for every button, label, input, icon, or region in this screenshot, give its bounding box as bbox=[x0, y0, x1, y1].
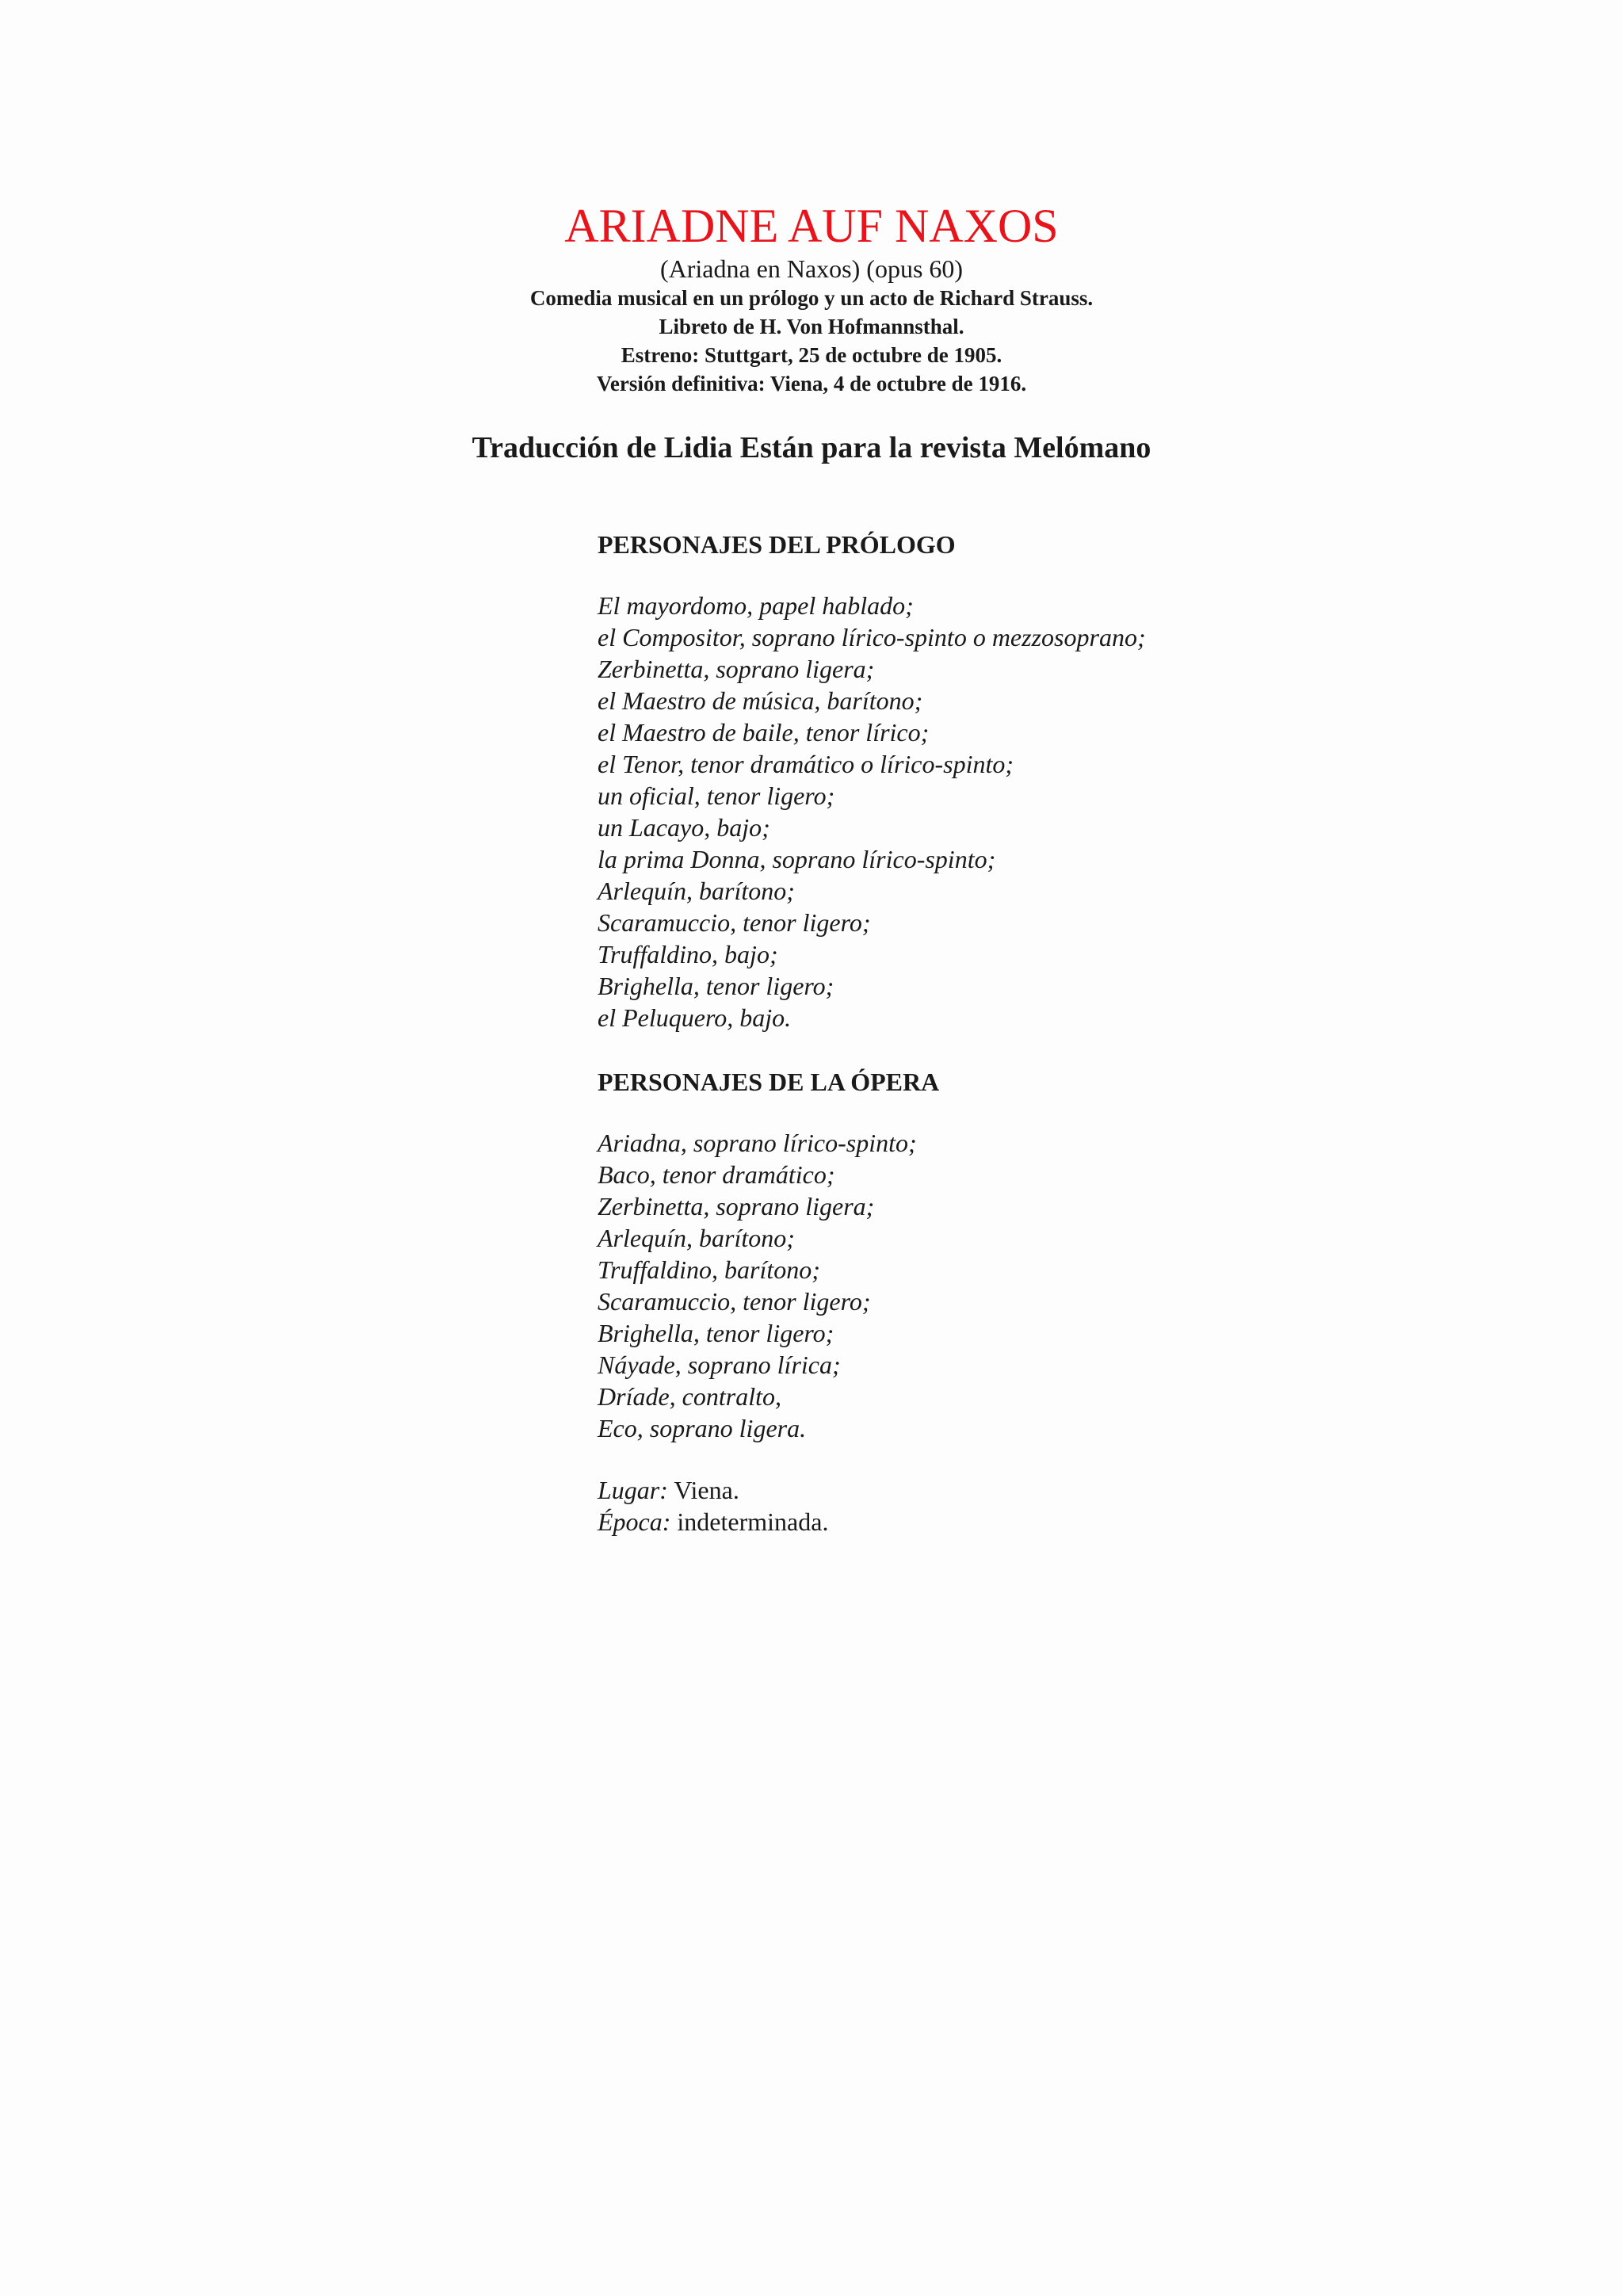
prologue-role-list bbox=[598, 590, 1469, 1033]
definitive-version-line: Versión definitiva: Viena, 4 de octubre de 1916. bbox=[596, 372, 1027, 395]
role-item: Truffaldino, bajo; bbox=[598, 940, 778, 968]
section-spacer bbox=[598, 1033, 1469, 1064]
opera-role-list bbox=[598, 1127, 1469, 1444]
role-item: el Tenor, tenor dramático o lírico-spinto; bbox=[598, 750, 1014, 778]
role-item: Brighella, tenor ligero; bbox=[598, 972, 834, 1000]
role-item: un Lacayo, bajo; bbox=[598, 813, 770, 842]
role-item: Brighella, tenor ligero; bbox=[598, 1319, 834, 1347]
role-item: el Peluquero, bajo. bbox=[598, 1003, 792, 1032]
role-item: la prima Donna, soprano lírico-spinto; bbox=[598, 845, 996, 873]
description-line: Comedia musical en un prólogo y un acto de Richard Strauss. bbox=[529, 286, 1094, 310]
document-header bbox=[0, 198, 1623, 398]
role-item: Ariadna, soprano lírico-spinto; bbox=[598, 1129, 917, 1157]
role-item: El mayordomo, papel hablado; bbox=[598, 591, 914, 620]
place-value: Viena. bbox=[667, 1476, 739, 1504]
role-item: Scaramuccio, tenor ligero; bbox=[598, 908, 871, 937]
role-item: el Maestro de baile, tenor lírico; bbox=[598, 718, 930, 747]
place-label: Lugar: bbox=[598, 1476, 668, 1504]
role-item: Arlequín, barítono; bbox=[598, 1224, 795, 1252]
era-label: Época: bbox=[598, 1507, 671, 1536]
role-item: Eco, soprano ligera. bbox=[598, 1414, 807, 1442]
role-item: Zerbinetta, soprano ligera; bbox=[598, 655, 875, 683]
opera-heading: PERSONAJES DE LA ÓPERA bbox=[598, 1068, 940, 1096]
era-line bbox=[598, 1506, 1469, 1538]
role-item: el Compositor, soprano lírico-spinto o mezzosoprano; bbox=[598, 623, 1146, 651]
libretto-line: Libreto de H. Von Hofmannsthal. bbox=[659, 315, 964, 338]
opera-title: ARIADNE AUF NAXOS bbox=[564, 200, 1059, 252]
role-item: Arlequín, barítono; bbox=[598, 877, 795, 905]
era-value: indeterminada. bbox=[670, 1507, 829, 1536]
role-item: Baco, tenor dramático; bbox=[598, 1160, 835, 1189]
role-item: Truffaldino, barítono; bbox=[598, 1255, 820, 1284]
role-item: el Maestro de música, barítono; bbox=[598, 686, 923, 715]
role-item: Scaramuccio, tenor ligero; bbox=[598, 1287, 871, 1316]
cast-section bbox=[598, 526, 1469, 1538]
premiere-line: Estreno: Stuttgart, 25 de octubre de 1905. bbox=[621, 343, 1002, 367]
role-item: un oficial, tenor ligero; bbox=[598, 781, 835, 810]
place-line bbox=[598, 1474, 1469, 1506]
opera-subtitle: (Ariadna en Naxos) (opus 60) bbox=[659, 254, 964, 283]
prologue-heading: PERSONAJES DEL PRÓLOGO bbox=[598, 530, 956, 559]
role-item: Zerbinetta, soprano ligera; bbox=[598, 1192, 875, 1221]
section-spacer bbox=[598, 1444, 1469, 1474]
role-item: Náyade, soprano lírica; bbox=[598, 1350, 841, 1379]
role-item: Dríade, contralto, bbox=[598, 1382, 781, 1411]
translation-credit: Traducción de Lidia Están para la revista Melómano bbox=[472, 431, 1151, 464]
